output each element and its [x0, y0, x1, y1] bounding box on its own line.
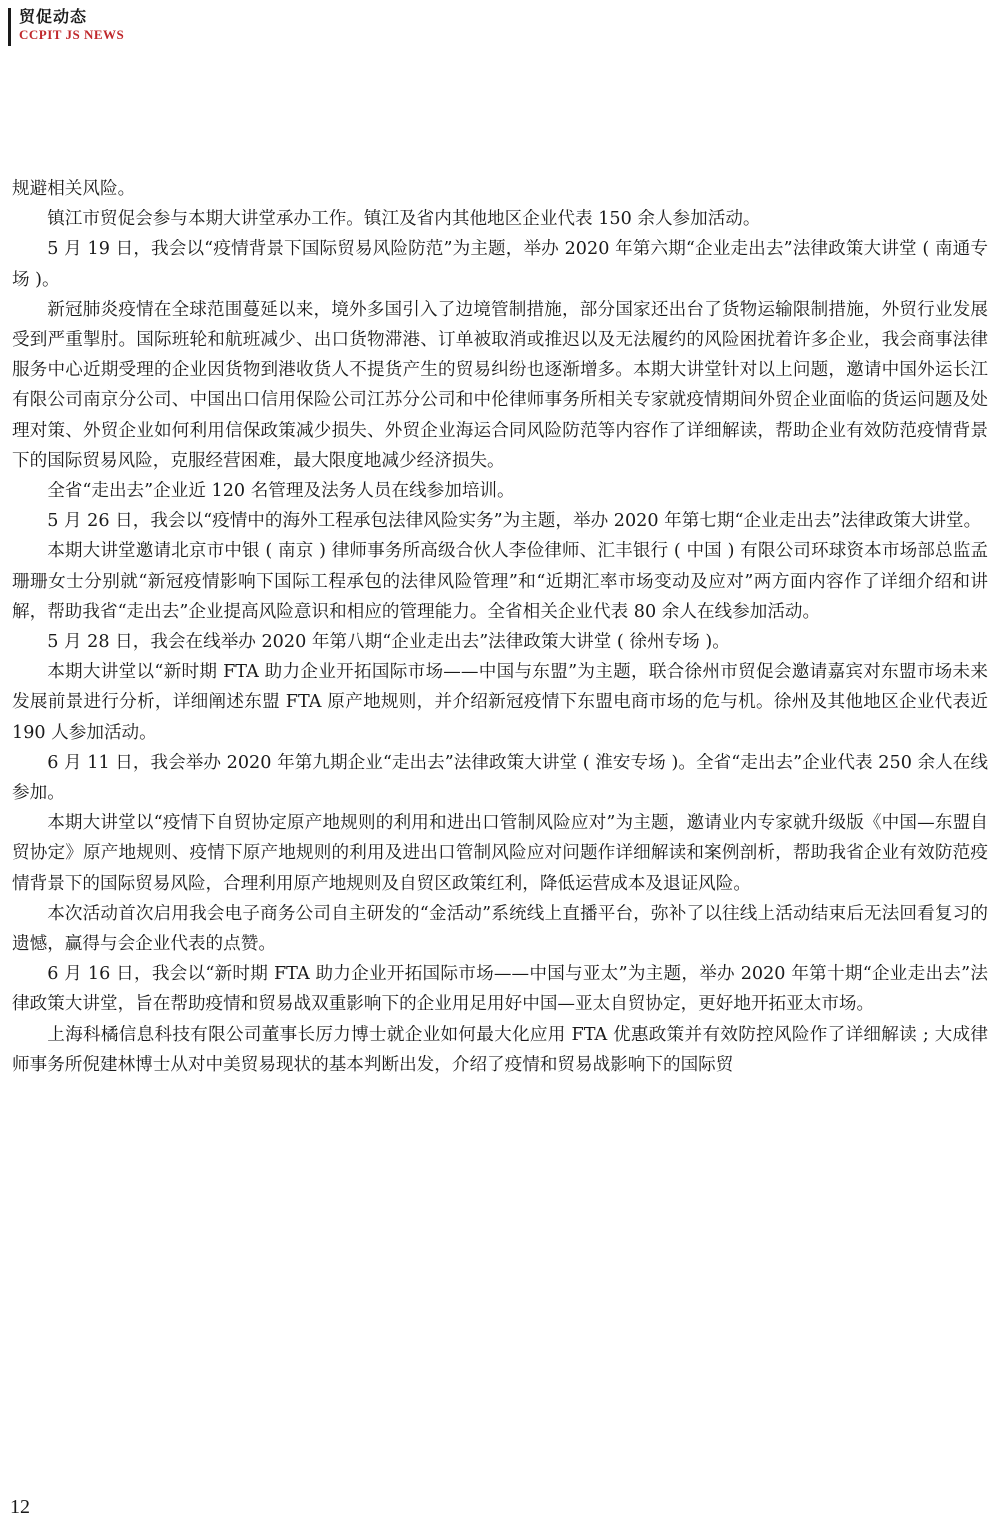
page-number: 12 [10, 1496, 30, 1518]
paragraph: 5 月 26 日，我会以“疫情中的海外工程承包法律风险实务”为主题，举办 2020 年第七期“企业走出去”法律政策大讲堂。 [47, 511, 982, 532]
paragraph: 本次活动首次启用我会电子商务公司自主研发的“金活动”系统线上直播平台，弥补了以往线上活动结束后无法回看复习的遗憾，赢得与会企业代表的点赞。 [12, 903, 988, 955]
paragraph: 5 月 19 日，我会以“疫情背景下国际贸易风险防范”为主题，举办 2020 年第六期“企业走出去”法律政策大讲堂 ( 南通专场 )。 [12, 239, 988, 290]
paragraph: 5 月 28 日，我会在线举办 2020 年第八期“企业走出去”法律政策大讲堂 ( 徐州专场 )。 [47, 632, 730, 653]
publication-title: 贸促动态 [19, 7, 88, 26]
paragraph: 镇江市贸促会参与本期大讲堂承办工作。镇江及省内其他地区企业代表 150 余人参加活动。 [47, 209, 761, 230]
publication-subtitle: CCPIT JS NEWS [19, 27, 125, 42]
paragraph: 本期大讲堂以“新时期 FTA 助力企业开拓国际市场——中国与东盟”为主题，联合徐州市贸促会邀请嘉宾对东盟市场未来发展前景进行分析，详细阐述东盟 FTA 原产地规则，并介绍新冠疫情下东盟电商市场的危与机。徐州及其他地区企业代表近 190 人参加活动。 [12, 662, 988, 743]
paragraph: 新冠肺炎疫情在全球范围蔓延以来，境外多国引入了边境管制措施，部分国家还出台了货物运输限制措施，外贸行业发展受到严重掣肘。国际班轮和航班减少、出口货物滞港、订单被取消或推迟以及无法履约的风险困扰着许多企业，我会商事法律服务中心近期受理的企业因货物到港收货人不提货产生的贸易纠纷也逐渐增多。本期大讲堂针对以上问题，邀请中国外运长江有限公司南京分公司、中国出口信用保险公司江苏分公司和中伦律师事务所相关专家就疫情期间外贸企业面临的货运问题及处理对策、外贸企业如何利用信保政策减少损失、外贸企业海运合同风险防范等内容作了详细解读，帮助企业有效防范疫情背景下的国际贸易风险，克服经营困难，最大限度地减少经济损失。 [12, 299, 988, 471]
article-body [12, 174, 988, 1080]
paragraph: 本期大讲堂以“疫情下自贸协定原产地规则的利用和进出口管制风险应对”为主题，邀请业内专家就升级版《中国—东盟自贸协定》原产地规则、疫情下原产地规则的利用及进出口管制风险应对问题作详细解读和案例剖析，帮助我省企业有效防范疫情背景下的国际贸易风险，合理利用原产地规则及自贸区政策红利，降低运营成本及退证风险。 [12, 813, 988, 894]
paragraph: 规避相关风险。 [12, 179, 136, 199]
paragraph: 6 月 16 日，我会以“新时期 FTA 助力企业开拓国际市场——中国与亚太”为主题，举办 2020 年第十期“企业走出去”法律政策大讲堂，旨在帮助疫情和贸易战双重影响下的企业用足用好中国—亚太自贸协定，更好地开拓亚太市场。 [12, 964, 988, 1015]
paragraph: 全省“走出去”企业近 120 名管理及法务人员在线参加培训。 [47, 481, 515, 502]
masthead [8, 8, 124, 46]
paragraph: 本期大讲堂邀请北京市中银 ( 南京 ) 律师事务所高级合伙人李俭律师、汇丰银行 ( 中国 ) 有限公司环球资本市场部总监孟珊珊女士分别就“新冠疫情影响下国际工程承包的法律风险管理”和“近期汇率市场变动及应对”两方面内容作了详细介绍和讲解，帮助我省“走出去”企业提高风险意识和相应的管理能力。全省相关企业代表 80 余人在线参加活动。 [12, 541, 988, 622]
paragraph: 上海科橘信息科技有限公司董事长厉力博士就企业如何最大化应用 FTA 优惠政策并有效防控风险作了详细解读 ; 大成律师事务所倪建林博士从对中美贸易现状的基本判断出发，介绍了疫情和贸易战影响下的国际贸 [12, 1024, 988, 1075]
paragraph: 6 月 11 日，我会举办 2020 年第九期企业“走出去”法律政策大讲堂 ( 淮安专场 )。全省“走出去”企业代表 250 余人在线参加。 [12, 752, 988, 804]
